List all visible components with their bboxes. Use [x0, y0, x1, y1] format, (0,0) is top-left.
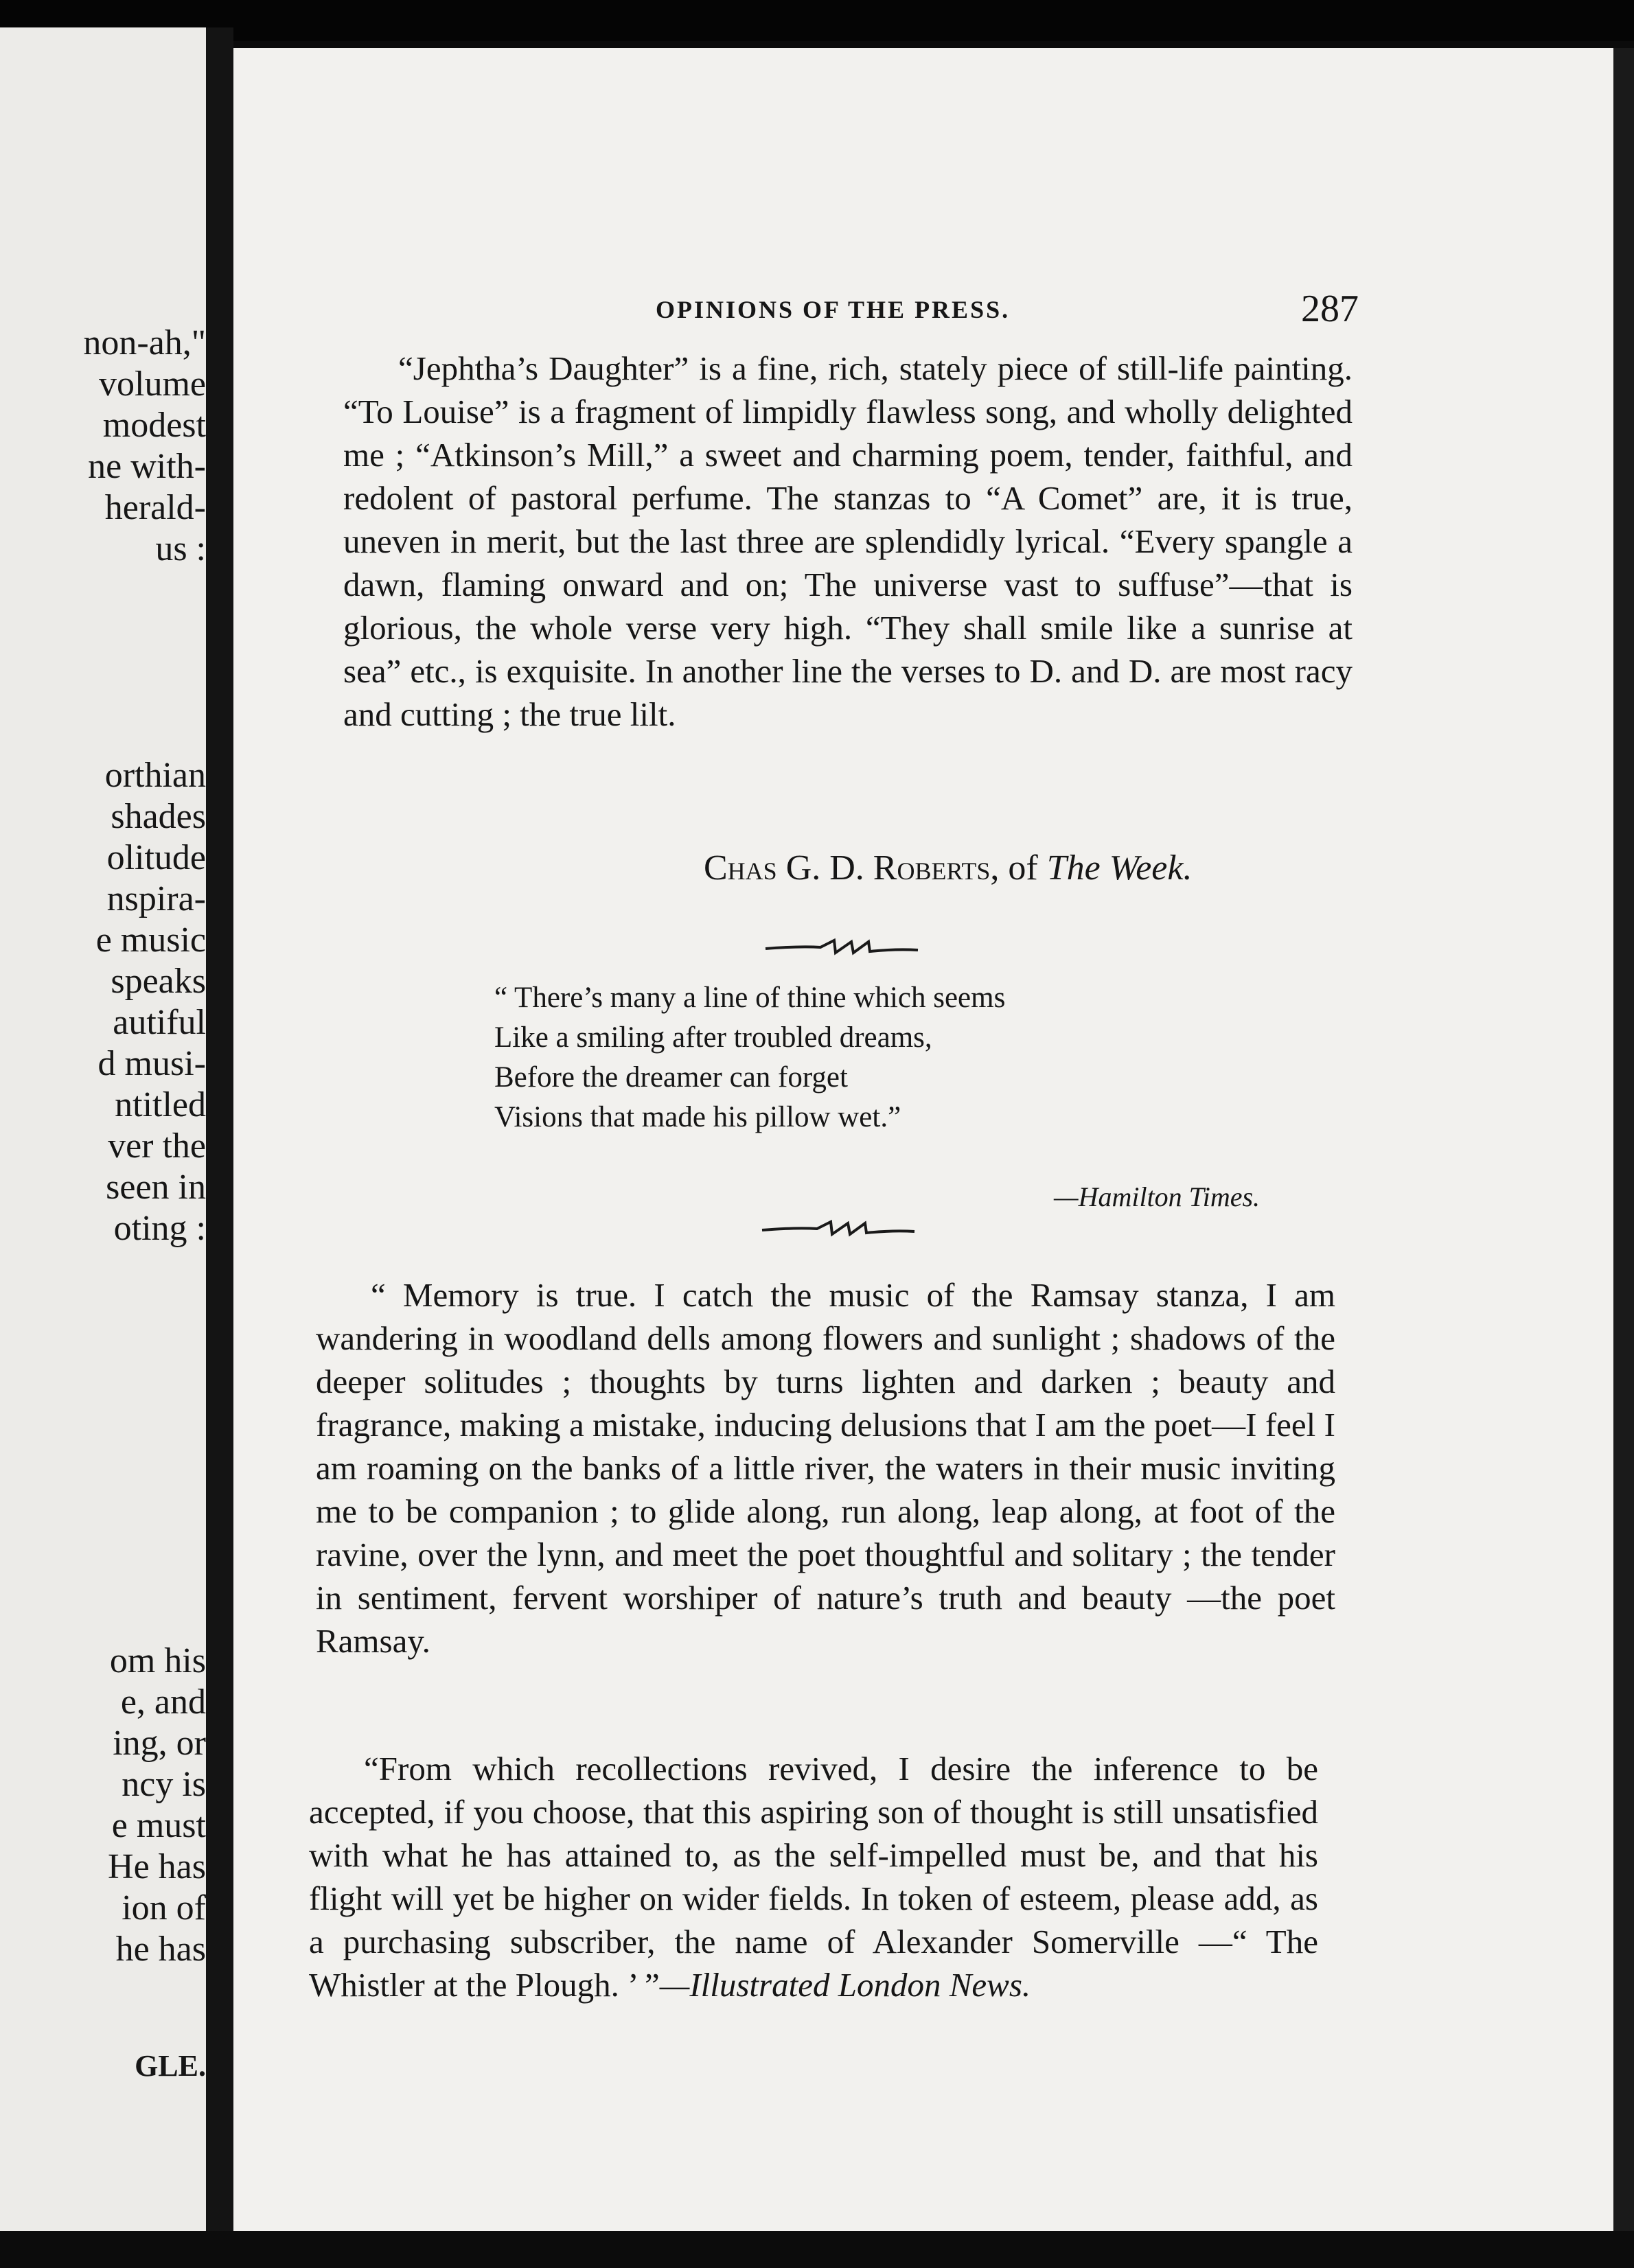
page-number: 287	[1301, 288, 1359, 330]
review-roberts-signature	[704, 848, 1192, 888]
facing-page-line: ne with-	[88, 447, 206, 486]
verse-quote	[494, 978, 1005, 1137]
facing-page-line: He has	[108, 1847, 206, 1886]
facing-page-line: GLE.	[135, 2049, 206, 2083]
scan-border-top	[0, 0, 1634, 41]
verse-attribution: —Hamilton Times.	[1054, 1181, 1261, 1212]
facing-page-line: shades	[111, 797, 206, 836]
facing-page-line: olitude	[106, 838, 206, 877]
scan-border-bottom	[0, 2231, 1634, 2268]
facing-page-line: d musi-	[97, 1044, 206, 1083]
facing-page-line: autiful	[113, 1003, 206, 1042]
verse-line: Visions that made his pillow wet.”	[494, 1101, 901, 1133]
review-memory-text: “ Memory is true. I catch the music of the Ramsay stanza, I am wandering in woodland dells among flowers and sunlight ; shadows of the deeper solitudes ; thoughts by turns lighten and darken ; beauty and fragrance, making a mistake, inducing delusions that I am the poet—I feel I am roaming on the banks of a little river, the waters in their music inviting me to be companion ; to glide along, run along, leap along, at foot of the ravine, over the lynn, and meet the poet thoughtful and solitary ; the tender in sentiment, fervent worshiper of nature’s truth and beauty —the poet Ramsay.	[316, 1276, 1335, 1660]
facing-page-line: speaks	[111, 962, 206, 1001]
facing-page-line: ing, or	[113, 1724, 206, 1763]
facing-page-line: e music	[95, 921, 206, 960]
author-name: Chas G. D. Roberts	[704, 848, 991, 888]
facing-page-line: orthian	[104, 756, 206, 795]
facing-page-line: nspira-	[106, 879, 206, 918]
signature-of: , of	[990, 848, 1047, 888]
running-head: OPINIONS OF THE PRESS.	[656, 296, 1011, 323]
review-recollections-text	[309, 1747, 1318, 2006]
facing-page-line: seen in	[106, 1168, 206, 1207]
facing-page-line: ncy is	[122, 1765, 206, 1804]
facing-page-line: e must	[111, 1806, 206, 1845]
facing-page-line: om his	[109, 1641, 206, 1680]
review-memory	[316, 1273, 1335, 1663]
review-recollections	[309, 1747, 1318, 2006]
review-source: —Illustrated London News.	[659, 1966, 1031, 2004]
facing-page-fragment	[0, 27, 206, 2245]
facing-page-line: e, and	[120, 1682, 206, 1722]
facing-page-line: us :	[155, 529, 206, 568]
review-roberts	[343, 347, 1353, 736]
verse-line: Like a smiling after troubled dreams,	[494, 1021, 932, 1054]
ornament-divider-icon	[755, 1215, 920, 1242]
ornament-divider-icon	[759, 934, 923, 961]
verse-line: Before the dreamer can forget	[494, 1061, 848, 1094]
facing-page-line: ver the	[108, 1126, 206, 1166]
facing-page-line: herald-	[104, 488, 206, 527]
facing-page-line: he has	[115, 1930, 206, 1969]
verse-line: “ There’s many a line of thine which seems	[494, 982, 1006, 1014]
facing-page-line: ion of	[122, 1888, 206, 1928]
review-recollections-body: “From which recollections revived, I desire the inference to be accepted, if you choose, that this aspiring son of thought is still unsatisfied with what he has attained to, as the self-impelled must be, and that his flight will yet be higher on wider fields. In token of esteem, please add, as a purchasing subscriber, the name of Alexander Somerville —“ The Whistler at the Plough. ’ ”	[309, 1750, 1318, 2004]
facing-page-line: ntitled	[115, 1085, 206, 1124]
source-title: The Week.	[1046, 848, 1193, 888]
scan-border-right	[1613, 48, 1634, 2268]
facing-page-line: modest	[102, 406, 206, 445]
book-gutter	[206, 27, 233, 2252]
facing-page-line: volume	[99, 364, 206, 404]
review-roberts-text: “Jephtha’s Daughter” is a fine, rich, stately piece of still-life painting. “To Louise” is a fragment of limpidly flawless song, and wholly delighted me ; “Atkinson’s Mill,” a sweet and charming poem, tender, faithful, and redolent of pastoral perfume. The stanzas to “A Comet” are, it is true, uneven in merit, but the last three are splendidly lyrical. “Every spangle a dawn, flaming onward and on; The universe vast to suffuse”—that is glorious, the whole verse very high. “They shall smile like a sunrise at sea” etc., is exquisite. In another line the verses to D. and D. are most racy and cutting ; the true lilt.	[343, 349, 1353, 733]
facing-page-line: non-ah,"	[83, 323, 206, 362]
facing-page-line: oting :	[113, 1209, 206, 1248]
